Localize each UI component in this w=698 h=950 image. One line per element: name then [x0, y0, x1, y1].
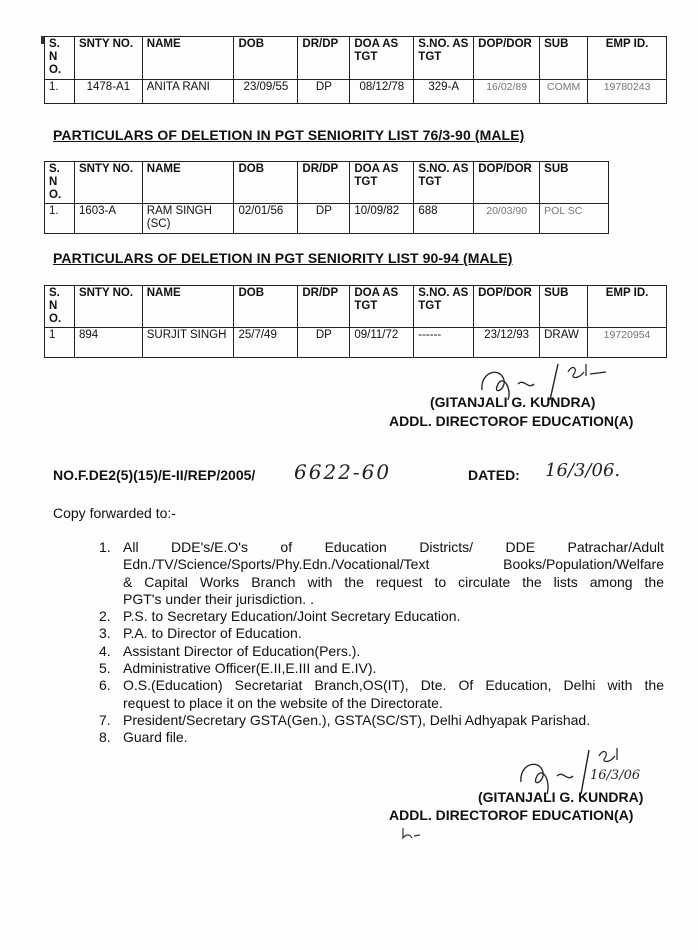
cell-name: ANITA RANI [142, 80, 234, 104]
list-item: 4. Assistant Director of Education(Pers.). [99, 642, 361, 659]
col-sub: SUB [540, 37, 588, 80]
margin-mark [41, 36, 44, 44]
table-header-row [45, 37, 667, 80]
col-dop-dor: DOP/DOR [474, 37, 540, 80]
cell-sno: 1. [45, 204, 75, 234]
file-number: NO.F.DE2(5)(15)/E-II/REP/2005/ [53, 467, 256, 483]
list-item: 6. O.S.(Education) Secretariat Branch,OS(IT), Dte. Of Education, Delhi with the request to place it on the website of the Directorate. [99, 677, 664, 711]
cell-doa-tgt: 09/11/72 [350, 328, 414, 358]
col-doa-tgt: DOA AS TGT [350, 37, 414, 80]
cell-doa-tgt: 10/09/82 [350, 204, 414, 234]
col-dop-dor: DOP/DOR [474, 162, 540, 204]
cell-sub: DRAW [540, 328, 588, 358]
cell-snty-no: 894 [74, 328, 142, 358]
cell-dob: 25/7/49 [234, 328, 298, 358]
dated-label: DATED: [468, 467, 520, 483]
col-doa-tgt: DOA AS TGT [350, 286, 414, 328]
seniority-table-2 [44, 161, 609, 234]
cell-snty-no: 1478-A1 [74, 80, 142, 104]
signatory-designation-1: ADDL. DIRECTOROF EDUCATION(A) [389, 413, 634, 429]
table-row [45, 80, 667, 104]
col-name: NAME [142, 162, 234, 204]
col-snty-no: SNTY NO. [74, 286, 142, 328]
col-name: NAME [142, 37, 234, 80]
list-item: 1. All DDE's/E.O's of Education Districts/ DDE Patrachar/Adult Edn./TV/Science/Sports/Phy.Edn./Vocational/Text Books/Population/Welfare & Capital Works Branch with the request to circulate the lists among the PGT's under their jurisdiction. . [99, 539, 664, 607]
cell-emp-id: 19720954 [588, 328, 667, 358]
cell-name: SURJIT SINGH [142, 328, 234, 358]
heading-deletion-90-94: PARTICULARS OF DELETION IN PGT SENIORITY LIST 90-94 (MALE) [53, 250, 513, 266]
cell-sub: POL SC [540, 204, 609, 234]
col-dr-dp: DR/DP [298, 162, 350, 204]
signatory-name-1: (GITANJALI G. KUNDRA) [430, 394, 596, 410]
table-row [45, 204, 609, 234]
cell-name: RAM SINGH (SC) [142, 204, 234, 234]
col-dop-dor: DOP/DOR [474, 286, 540, 328]
cell-dob: 23/09/55 [234, 80, 298, 104]
seniority-table-1 [44, 36, 667, 104]
heading-deletion-76-90: PARTICULARS OF DELETION IN PGT SENIORITY LIST 76/3-90 (MALE) [53, 127, 525, 143]
table-row [45, 328, 667, 358]
signatory-name-2: (GITANJALI G. KUNDRA) [478, 789, 644, 805]
col-dr-dp: DR/DP [298, 37, 350, 80]
col-sno: S. N O. [45, 162, 75, 204]
cell-dop-dor: 20/03/90 [474, 204, 540, 234]
cell-emp-id: 19780243 [588, 80, 667, 104]
handwritten-date: 16/3/06. [545, 460, 621, 481]
signatory-designation-2: ADDL. DIRECTOROF EDUCATION(A) [389, 807, 634, 823]
cell-dr-dp: DP [298, 80, 350, 104]
col-sno: S. N O. [45, 286, 75, 328]
col-doa-tgt: DOA AS TGT [350, 162, 414, 204]
col-sno-tgt: S.NO. AS TGT [414, 37, 474, 80]
list-item: 2. P.S. to Secretary Education/Joint Secretary Education. [99, 608, 461, 625]
cell-sno: 1. [45, 80, 75, 104]
col-snty-no: SNTY NO. [74, 162, 142, 204]
col-dob: DOB [234, 286, 298, 328]
col-dob: DOB [234, 37, 298, 80]
col-snty-no: SNTY NO. [74, 37, 142, 80]
initial-mark [400, 826, 422, 842]
col-emp-id: EMP ID. [588, 286, 667, 328]
cell-dr-dp: DP [298, 328, 350, 358]
cell-snty-no: 1603-A [74, 204, 142, 234]
list-item: 5. Administrative Officer(E.II,E.III and E.IV). [99, 660, 377, 677]
cell-sno-tgt: ------ [414, 328, 474, 358]
cell-sub: COMM [540, 80, 588, 104]
col-sub: SUB [540, 162, 609, 204]
distribution-list [99, 539, 664, 747]
col-sub: SUB [540, 286, 588, 328]
list-item: 8. Guard file. [99, 729, 188, 746]
table-header-row [45, 162, 609, 204]
col-dob: DOB [234, 162, 298, 204]
col-name: NAME [142, 286, 234, 328]
copy-forwarded-label: Copy forwarded to:- [53, 505, 176, 521]
cell-sno-tgt: 329-A [414, 80, 474, 104]
table-header-row [45, 286, 667, 328]
list-item: 7. President/Secretary GSTA(Gen.), GSTA(SC/ST), Delhi Adhyapak Parishad. [99, 711, 591, 728]
list-item: 3. P.A. to Director of Education. [99, 625, 302, 642]
col-emp-id: EMP ID. [588, 37, 667, 80]
seniority-table-3 [44, 285, 667, 358]
col-sno-tgt: S.NO. AS TGT [414, 286, 474, 328]
cell-sno-tgt: 688 [414, 204, 474, 234]
col-dr-dp: DR/DP [298, 286, 350, 328]
handwritten-signature-date: 16/3/06 [590, 768, 641, 783]
cell-dob: 02/01/56 [234, 204, 298, 234]
col-sno-tgt: S.NO. AS TGT [414, 162, 474, 204]
cell-dop-dor: 23/12/93 [474, 328, 540, 358]
col-sno: S. N O. [45, 37, 75, 80]
cell-doa-tgt: 08/12/78 [350, 80, 414, 104]
cell-dr-dp: DP [298, 204, 350, 234]
cell-dop-dor: 16/02/89 [474, 80, 540, 104]
handwritten-dispatch-number: 6622-60 [294, 460, 392, 484]
cell-sno: 1 [45, 328, 75, 358]
